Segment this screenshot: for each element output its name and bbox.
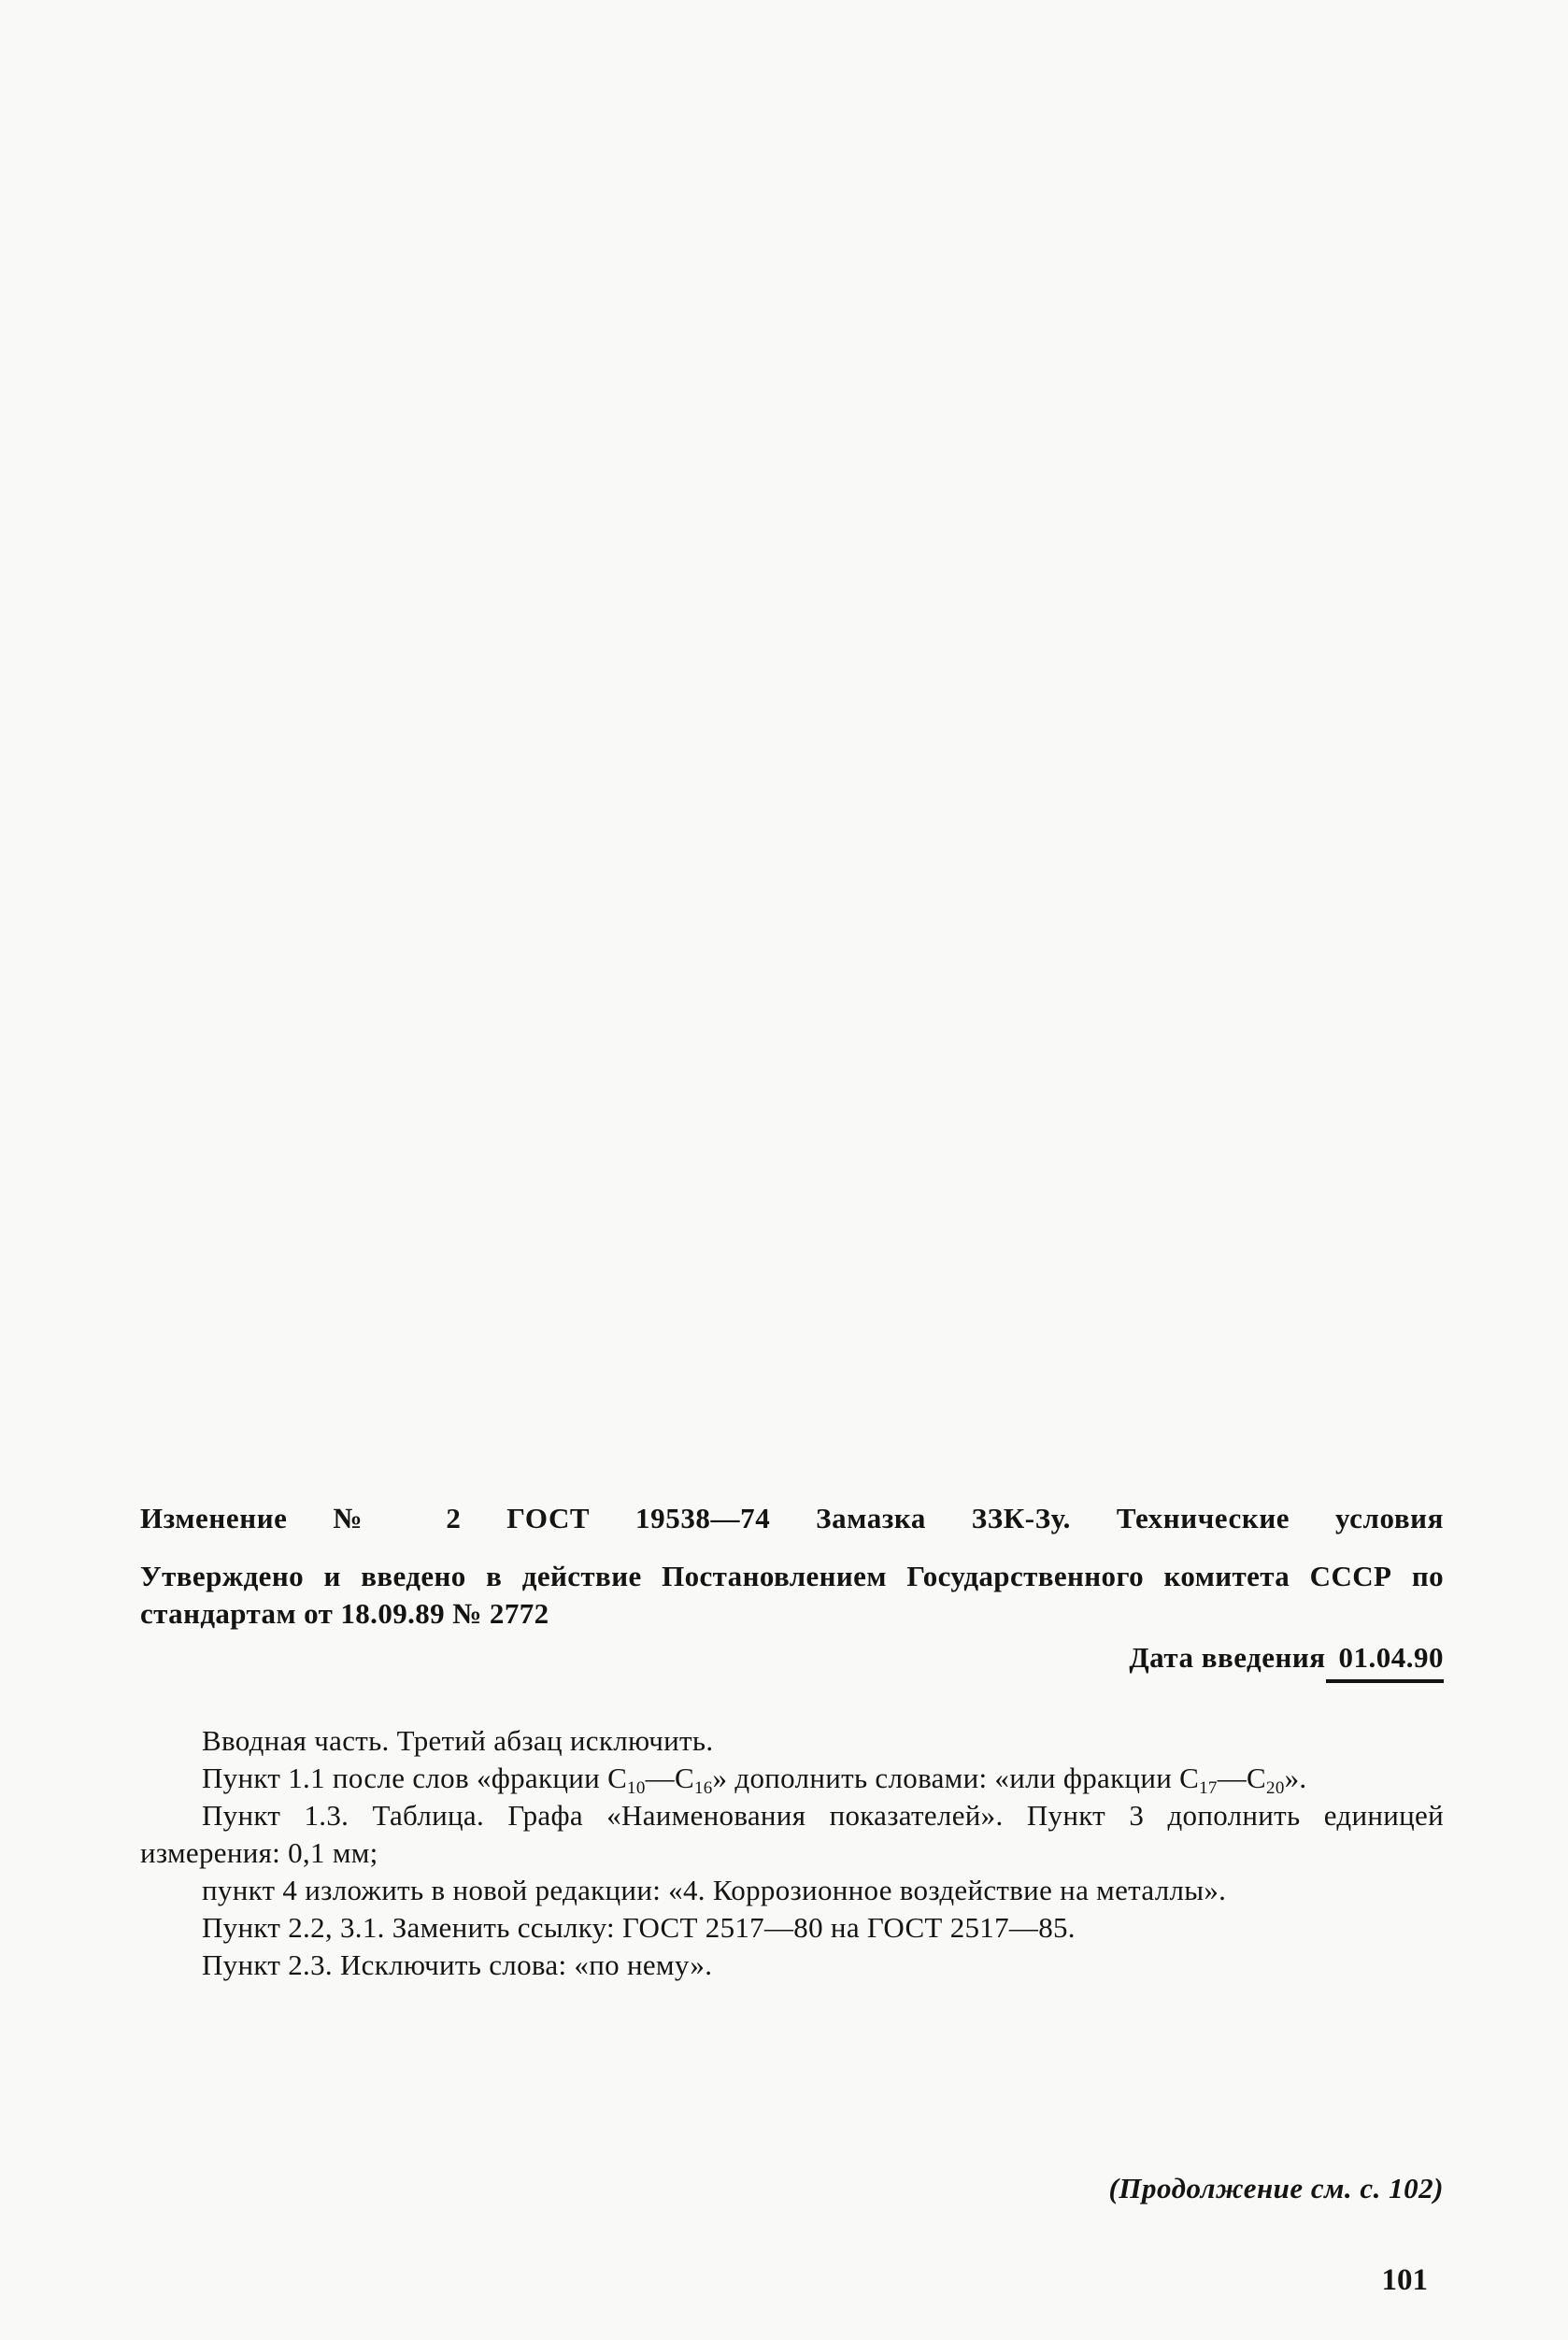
paragraph-clause-2-2: Пункт 2.2, 3.1. Заменить ссылку: ГОСТ 2517—80 на ГОСТ 2517—85. (202, 1911, 1076, 1944)
clause-1-1-subscript-2: 16 (693, 1778, 713, 1798)
introduction-date-value: 01.04.90 (1326, 1638, 1445, 1683)
clause-1-1-subscript-1: 10 (627, 1778, 646, 1798)
clause-1-1-subscript-3: 17 (1199, 1778, 1218, 1798)
clause-1-1-text-d: —С (1217, 1762, 1267, 1794)
approval-statement: Утверждено и введено в действие Постановлением Государственного комитета СССР по стандартам от 18.09.89 № 2772 (140, 1560, 1444, 1630)
introduction-date-label: Дата введения (1129, 1641, 1326, 1674)
clause-1-1-text-b: —С (645, 1762, 694, 1794)
document-title: Изменение № 2 ГОСТ 19538—74 Замазка ЗЗК-Зу. Технические условия (140, 1502, 1444, 1534)
clause-1-1-subscript-4: 20 (1266, 1778, 1285, 1798)
paragraph-clause-1-1 (140, 1760, 1444, 1797)
paragraph-clause-4: пункт 4 изложить в новой редакции: «4. Коррозионное воздействие на металлы». (202, 1874, 1227, 1906)
continuation-note: (Продолжение см. с. 102) (1108, 2172, 1444, 2204)
paragraph-clause-1-3: Пункт 1.3. Таблица. Графа «Наименования показателей». Пункт 3 дополнить единицей измерения: 0,1 мм; (140, 1799, 1444, 1869)
page-number: 101 (1381, 2263, 1428, 2297)
clause-1-1-text-a: Пункт 1.1 после слов «фракции С (202, 1762, 628, 1794)
paragraph-intro-part: Вводная часть. Третий абзац исключить. (202, 1724, 714, 1757)
clause-1-1-text-e: ». (1284, 1762, 1307, 1794)
paragraph-clause-2-3: Пункт 2.3. Исключить слова: «по нему». (202, 1948, 713, 1981)
amendment-body (140, 1722, 1444, 1984)
clause-1-1-text-c: » дополнить словами: «или фракции С (712, 1762, 1200, 1794)
amendment-block (140, 1500, 1444, 1984)
introduction-date (140, 1638, 1444, 1683)
